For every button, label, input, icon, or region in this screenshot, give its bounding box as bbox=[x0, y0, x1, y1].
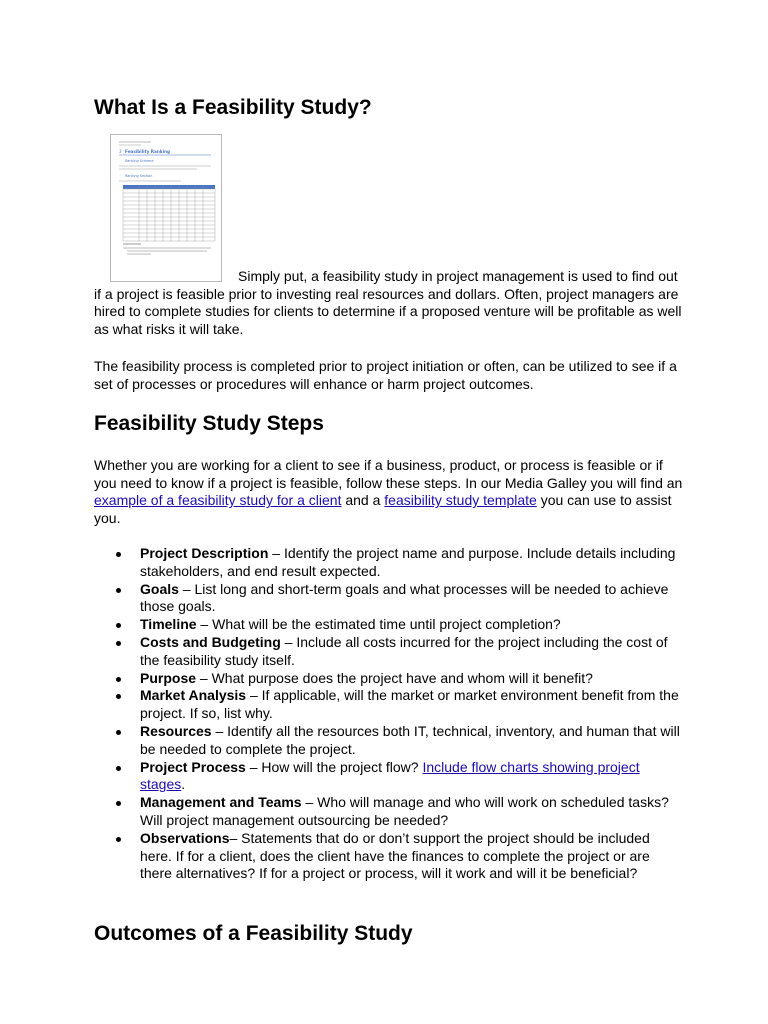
step-goals bbox=[94, 581, 684, 617]
paragraph-feasibility-process bbox=[94, 358, 684, 393]
steps-intro-text-2: and a bbox=[341, 492, 385, 509]
step-text: – What will be the estimated time until project completion? bbox=[196, 616, 561, 633]
paragraph-intro-definition bbox=[94, 268, 684, 338]
thumbnail-header: Feasibility Ranking bbox=[125, 149, 171, 154]
step-text: – Identify all the resources both IT, technical, inventory, and human that will be needed to complete the project. bbox=[140, 722, 680, 757]
step-text: – Identify the project name and purpose. Include details including stakeholders, and end result expected. bbox=[140, 545, 676, 579]
step-text: – If applicable, will the market or market environment benefit from the project. If so, list why. bbox=[140, 687, 679, 722]
step-term: Resources bbox=[140, 722, 212, 739]
step-market-analysis bbox=[94, 687, 684, 723]
heading-outcomes-feasibility-study: Outcomes of a Feasibility Study bbox=[94, 922, 413, 945]
step-text-after: . bbox=[181, 776, 186, 793]
link-flow-charts[interactable]: Include flow charts showing project stages bbox=[140, 758, 640, 793]
step-text: – Statements that do or don’t support the project should be included here. If for a client, does the client have the finances to complete the project or are there alternatives? If for a project or process, will it work and will it be beneficial? bbox=[140, 829, 650, 882]
step-term: Project Process bbox=[140, 758, 246, 775]
steps-list bbox=[94, 545, 684, 883]
step-term: Costs and Budgeting bbox=[140, 633, 281, 650]
step-term: Market Analysis bbox=[140, 687, 247, 704]
step-resources bbox=[94, 723, 684, 759]
steps-intro-text-3: you can use to assist you. bbox=[94, 492, 672, 526]
heading-what-is-feasibility-study: What Is a Feasibility Study? bbox=[94, 96, 372, 119]
step-term: Goals bbox=[140, 580, 179, 597]
thumbnail-drawing bbox=[111, 135, 221, 281]
paragraph-process-text: The feasibility process is completed prior to project initiation or often, can be utilized to see if a set of processes or procedures will enhance or harm project outcomes. bbox=[94, 358, 677, 392]
step-project-description bbox=[94, 545, 684, 581]
step-costs-and-budgeting bbox=[94, 634, 684, 670]
thumbnail-sub2: Ranking Section bbox=[125, 174, 153, 178]
step-term: Project Description bbox=[140, 545, 269, 561]
link-example-feasibility-study[interactable]: example of a feasibility study for a client bbox=[94, 492, 342, 509]
thumbnail-sub1: Ranking Scheme bbox=[125, 159, 154, 163]
svg-text:3: 3 bbox=[119, 149, 122, 154]
step-term: Timeline bbox=[140, 616, 197, 633]
feasibility-template-thumbnail[interactable] bbox=[110, 134, 222, 282]
step-project-process bbox=[94, 759, 684, 795]
link-feasibility-study-template[interactable]: feasibility study template bbox=[384, 492, 537, 509]
step-observations bbox=[94, 830, 684, 883]
paragraph-steps-intro bbox=[94, 457, 684, 527]
step-text: – How will the project flow? bbox=[245, 758, 423, 775]
step-text: – Include all costs incurred for the project including the cost of the feasibility study itself. bbox=[140, 633, 668, 668]
step-text: – List long and short-term goals and what processes will be needed to achieve those goals. bbox=[140, 580, 669, 615]
paragraph-intro-text: Simply put, a feasibility study in project management is used to find out if a project is feasible prior to investing real resources and dollars. Often, project managers are hired to complete studies for clients to determine if a proposed venture will be profitable as well as what risks it will take. bbox=[94, 268, 682, 337]
step-text: – Who will manage and who will work on scheduled tasks? Will project management outsourcing be needed? bbox=[140, 794, 669, 828]
step-term: Purpose bbox=[140, 669, 197, 686]
step-timeline bbox=[94, 616, 684, 634]
step-term: Management and Teams bbox=[140, 794, 302, 811]
step-text: – What purpose does the project have and whom will it benefit? bbox=[196, 669, 593, 686]
heading-feasibility-study-steps: Feasibility Study Steps bbox=[94, 412, 324, 435]
step-term: Observations bbox=[140, 829, 230, 846]
step-management-and-teams bbox=[94, 794, 684, 830]
steps-intro-text-1: Whether you are working for a client to see if a business, product, or process is feasible or if you need to know if a project is feasible, follow these steps. In our Media Galley you will find an bbox=[94, 457, 683, 491]
step-purpose bbox=[94, 670, 684, 688]
